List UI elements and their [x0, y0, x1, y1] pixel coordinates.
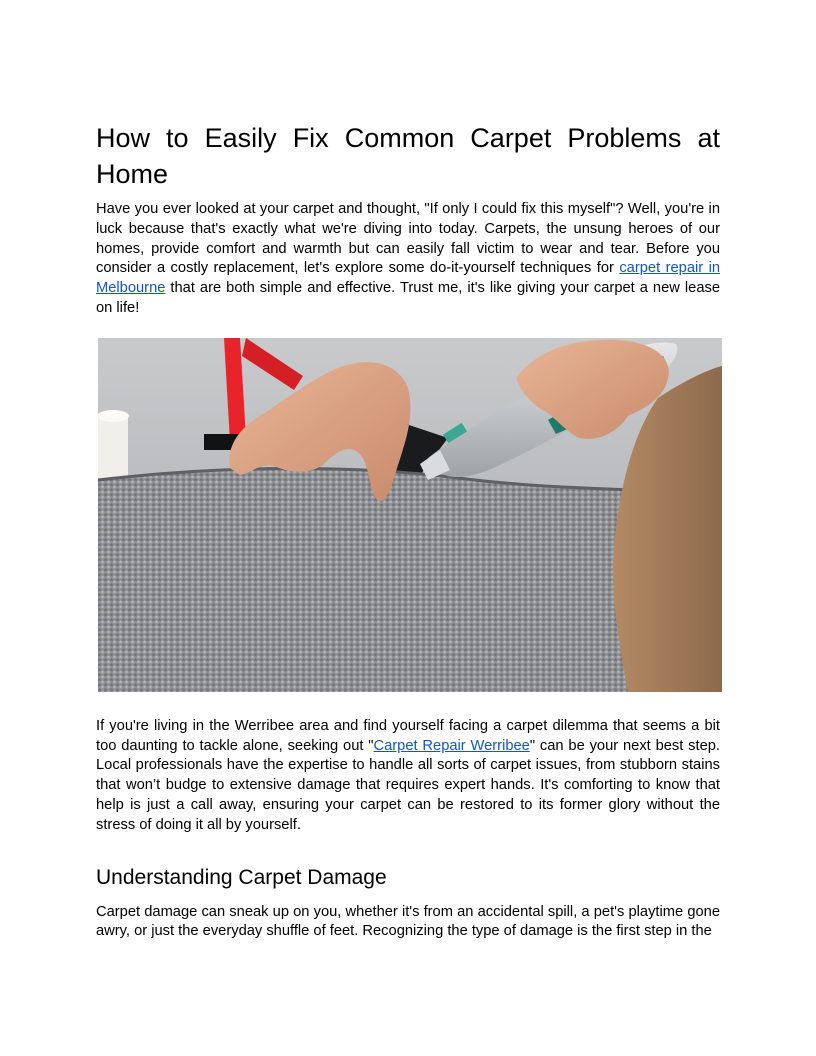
article-title: How to Easily Fix Common Carpet Problems at Home	[96, 123, 720, 189]
carpet-repair-melbourne-link[interactable]: carpet repair in Melbourne	[96, 260, 721, 297]
intro-text-after: that are both simple and effective. Trust me, it's like giving your carpet a new lease on life!	[96, 280, 720, 316]
intro-text-before: Have you ever looked at your carpet and thought, "If only I could fix this myself"? Well, you're in luck because that's exactly what we're diving into today. Carpets, the unsung heroes of our homes, provide comfort and warmth but can easily fall victim to wear and tear. Before you consider a costly replacement, let's explore some do-it-yourself techniques for	[96, 201, 720, 277]
carpet-repair-werribee-link[interactable]: Carpet Repair Werribee	[373, 737, 530, 754]
werribee-paragraph	[96, 717, 720, 836]
intro-paragraph	[96, 200, 720, 319]
para2-text-after: " can be your next best step. Local professionals have the expertise to handle all sorts of carpet issues, from stubborn stains that won’t budge to extensive damage that requires expert hands. It's comforting to know that help is just a call away, ensuring your carpet can be restored to its former glory without the stress of doing it all by yourself.	[96, 737, 721, 833]
para2-text-before: If you're living in the Werribee area and find yourself facing a carpet dilemma that seems a bit too daunting to tackle alone, seeking out "	[96, 717, 720, 754]
carpet-repair-photo	[98, 338, 722, 692]
document-page	[96, 120, 720, 942]
section-heading: Understanding Carpet Damage	[96, 865, 387, 889]
damage-paragraph: Carpet damage can sneak up on you, whether it's from an accidental spill, a pet's playtime gone awry, or just the everyday shuffle of feet. Recognizing the type of damage is the first step in the	[96, 903, 720, 940]
